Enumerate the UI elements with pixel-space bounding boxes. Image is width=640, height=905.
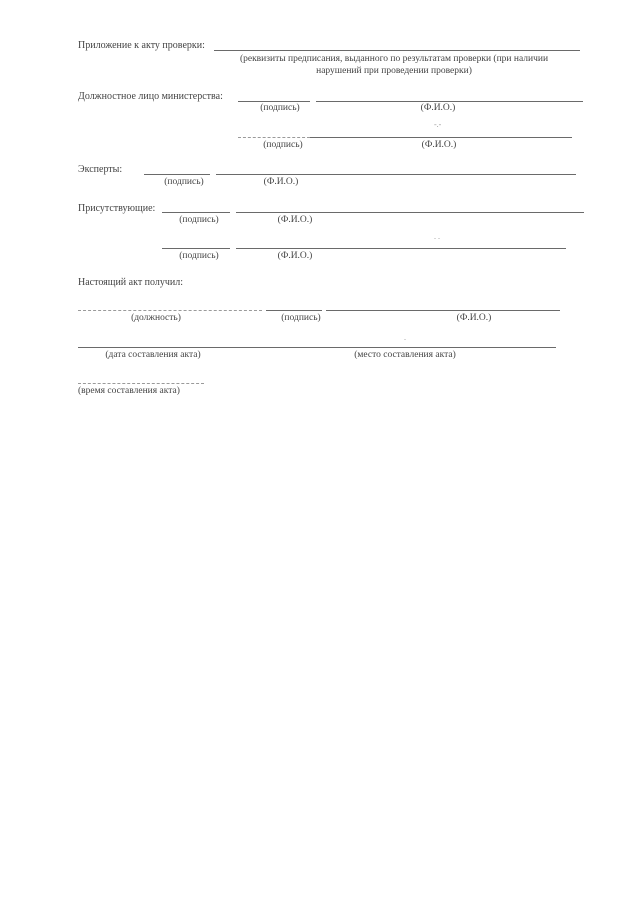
appendix-caption-line2: нарушений при проведении проверки) (316, 66, 472, 76)
present-signature-caption-1: (подпись) (179, 215, 219, 225)
present-name-caption-2: (Ф.И.О.) (277, 251, 313, 261)
scan-speck: . (404, 333, 406, 342)
official-signature-caption-2: (подпись) (263, 140, 303, 150)
official-name-line-2[interactable] (310, 137, 572, 138)
scan-speck: -.- (434, 120, 442, 129)
experts-name-caption: (Ф.И.О.) (263, 177, 299, 187)
present-signature-caption-2: (подпись) (179, 251, 219, 261)
appendix-caption-line1: (реквизиты предписания, выданного по результатам проверки (при наличии (239, 54, 549, 64)
compiled-time-line[interactable] (78, 383, 204, 384)
official-signature-caption-1: (подпись) (260, 103, 300, 113)
experts-signature-caption: (подпись) (164, 177, 204, 187)
received-signature-caption: (подпись) (281, 313, 321, 323)
received-position-caption: (должность) (131, 313, 181, 323)
present-signature-line-1[interactable] (162, 212, 230, 213)
official-signature-line-1[interactable] (238, 101, 310, 102)
experts-label: Эксперты: (78, 164, 123, 175)
experts-signature-line[interactable] (144, 174, 210, 175)
present-name-line-2[interactable] (236, 248, 566, 249)
scan-speck: . . (434, 232, 440, 241)
appendix-line[interactable] (214, 50, 580, 51)
official-signature-line-2[interactable] (238, 137, 310, 138)
received-name-line[interactable] (326, 310, 560, 311)
present-label: Присутствующие: (78, 203, 156, 214)
official-name-line-1[interactable] (316, 101, 583, 102)
received-name-caption: (Ф.И.О.) (456, 313, 492, 323)
received-label: Настоящий акт получил: (78, 277, 184, 288)
present-name-line-1[interactable] (236, 212, 584, 213)
received-position-line[interactable] (78, 310, 262, 311)
appendix-label: Приложение к акту проверки: (78, 40, 205, 51)
experts-name-line[interactable] (216, 174, 576, 175)
official-label: Должностное лицо министерства: (78, 91, 223, 102)
present-name-caption-1: (Ф.И.О.) (277, 215, 313, 225)
compiled-date-line[interactable] (78, 347, 556, 348)
compiled-date-caption: (дата составления акта) (105, 350, 201, 360)
official-name-caption-2: (Ф.И.О.) (421, 140, 457, 150)
compiled-time-caption: (время составления акта) (78, 386, 180, 396)
compiled-place-caption: (место составления акта) (354, 350, 456, 360)
official-name-caption-1: (Ф.И.О.) (420, 103, 456, 113)
received-signature-line[interactable] (266, 310, 322, 311)
present-signature-line-2[interactable] (162, 248, 230, 249)
